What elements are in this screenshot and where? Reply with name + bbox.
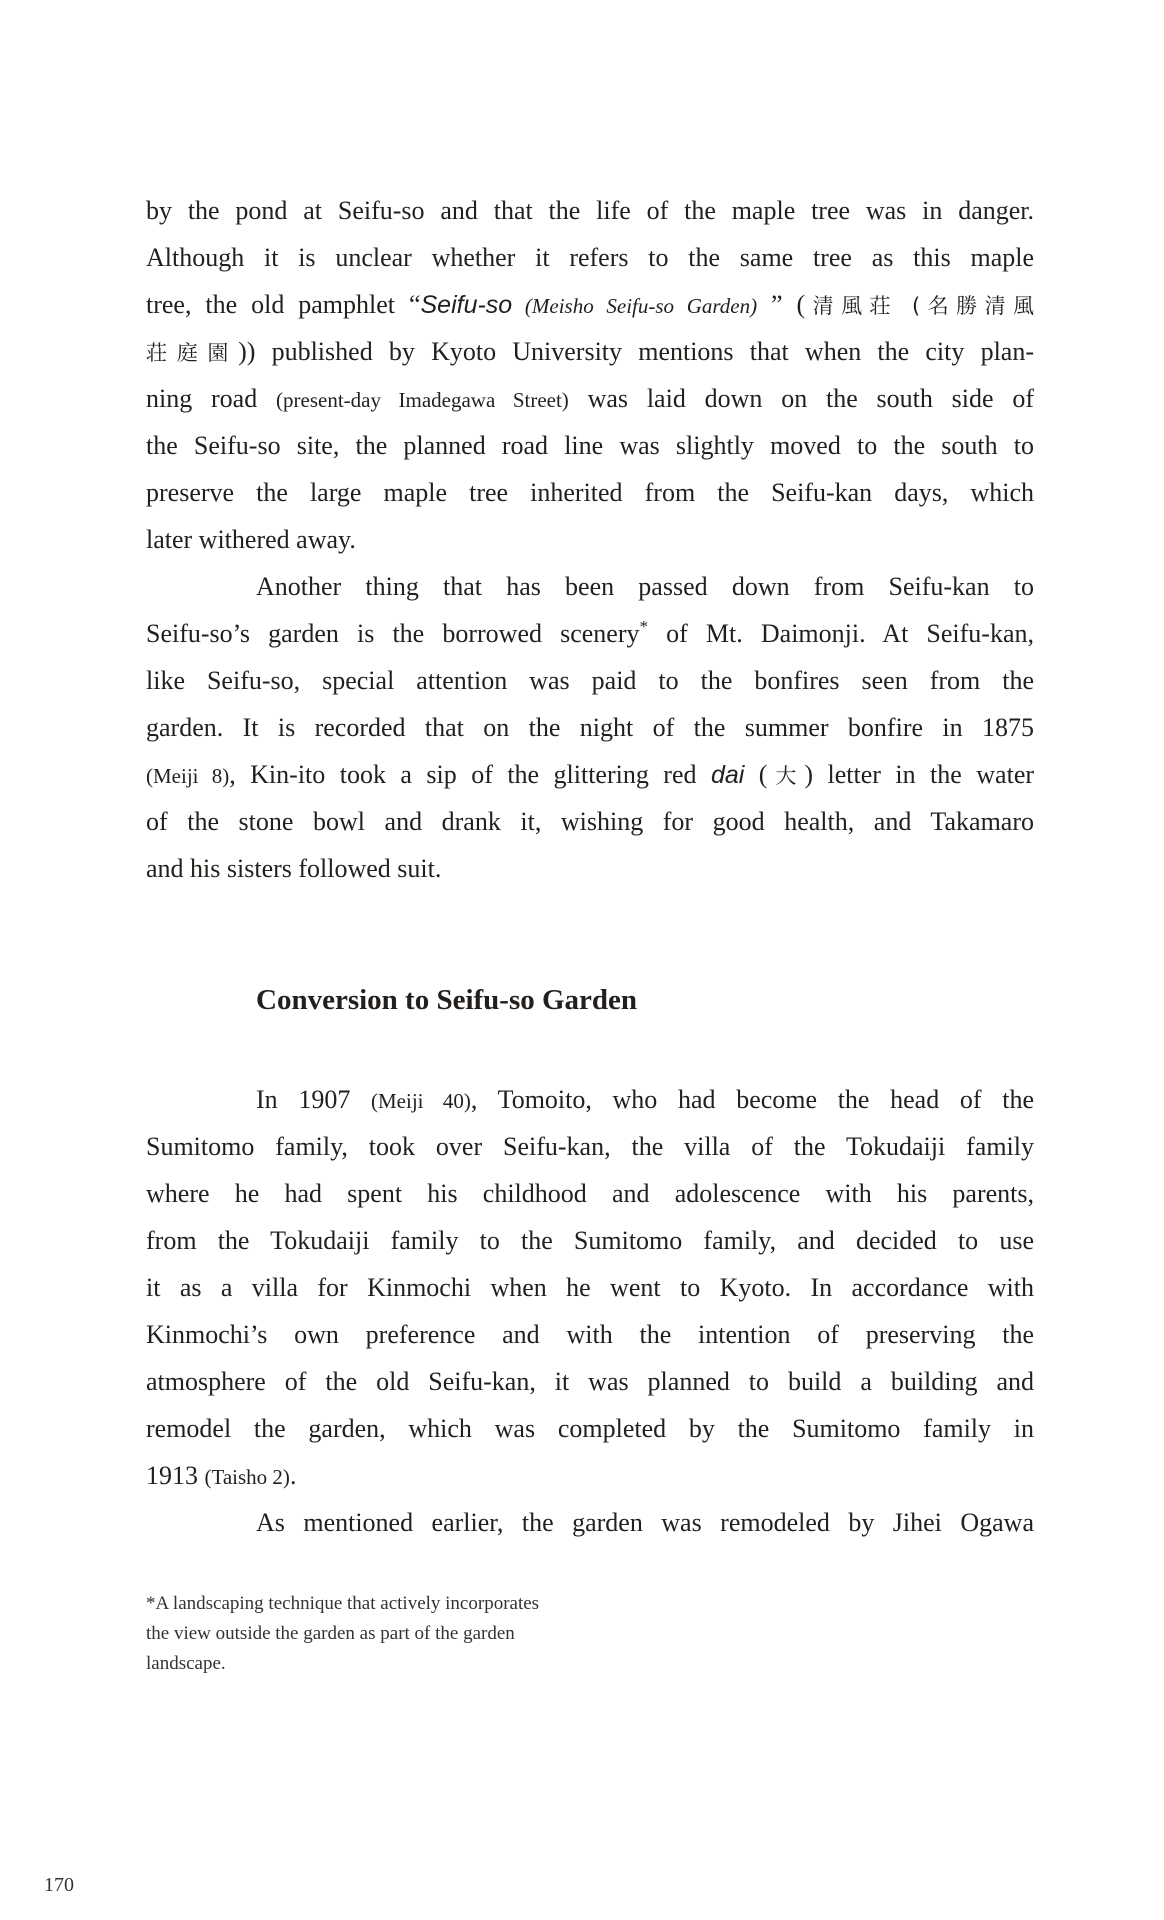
section-heading: Conversion to Seifu-so Garden — [256, 984, 638, 1016]
text-line: As mentioned earlier, the garden was remodeled by Jihei Ogawa — [256, 1508, 1034, 1537]
parenthetical: (Meiji 8) — [146, 764, 230, 788]
paragraph-2 — [146, 563, 1034, 892]
text-line: where he had spent his childhood and adolescence with his parents, — [146, 1179, 1034, 1208]
text-span: was laid down on the south side of — [568, 384, 1034, 413]
text-span: , Kin-ito took a sip of the glittering red — [229, 760, 711, 789]
text-line: garden. It is recorded that on the night of the summer bonfire in 1875 — [146, 713, 1034, 742]
text-span: ” ( — [757, 290, 806, 319]
text-line — [146, 375, 1034, 422]
text-span: ( — [744, 760, 768, 789]
text-span: ning road — [146, 384, 277, 413]
text-span: , Tomoito, who had become the head of the — [470, 1085, 1034, 1114]
footnote-marker: * — [639, 617, 649, 636]
text-line: Kinmochi’s own preference and with the intention of preserving the — [146, 1320, 1034, 1349]
text-line: remodel the garden, which was completed by the Sumitomo family in — [146, 1414, 1034, 1443]
text-line: Another thing that has been passed down from Seifu-kan to — [256, 572, 1034, 601]
text-line — [146, 751, 1034, 798]
text-line: preserve the large maple tree inherited from the Seifu-kan days, which — [146, 478, 1034, 507]
text-line: like Seifu-so, special attention was paid to the bonfires seen from the — [146, 666, 1034, 695]
text-line — [146, 281, 1034, 328]
japanese-text: 清風荘 (名勝清風 — [805, 294, 1034, 318]
text-line: and his sisters followed suit. — [146, 854, 442, 883]
footnote — [146, 1589, 666, 1679]
footnote-line: *A landscaping technique that actively incorporates — [146, 1593, 540, 1614]
paragraph-3 — [146, 1076, 1034, 1546]
text-span: )) published by Kyoto University mentions that when the city plan- — [238, 337, 1034, 366]
dai-term: dai — [710, 761, 745, 789]
text-line — [146, 610, 1034, 657]
text-line: later withered away. — [146, 525, 356, 554]
pamphlet-subtitle: (Meisho Seifu-so Garden) — [512, 294, 758, 318]
text-span: In 1907 — [256, 1085, 372, 1114]
text-line — [146, 1452, 1034, 1499]
text-line — [146, 328, 1034, 375]
pamphlet-title: Seifu-so — [420, 291, 513, 319]
text-line: of the stone bowl and drank it, wishing for good health, and Takamaro — [146, 807, 1034, 836]
japanese-text: 荘庭園 — [146, 341, 239, 365]
parenthetical: (present-day Imadegawa Street) — [276, 388, 569, 412]
text-line: it as a villa for Kinmochi when he went to Kyoto. In accordance with — [146, 1273, 1034, 1302]
text-span: tree, the old pamphlet “ — [146, 290, 421, 319]
text-span: Seifu-so’s garden is the borrowed scenery — [146, 619, 640, 648]
parenthetical: (Taisho 2) — [204, 1465, 290, 1489]
text-line: by the pond at Seifu-so and that the life of the maple tree was in danger. — [146, 196, 1034, 225]
text-line: the Seifu-so site, the planned road line was slightly moved to the south to — [146, 431, 1034, 460]
japanese-text: 大 — [767, 764, 805, 788]
text-line: from the Tokudaiji family to the Sumitomo family, and decided to use — [146, 1226, 1034, 1255]
paragraph-1 — [146, 187, 1034, 563]
text-line: Although it is unclear whether it refers to the same tree as this maple — [146, 243, 1034, 272]
text-span: . — [289, 1461, 297, 1490]
text-line: Sumitomo family, took over Seifu-kan, the villa of the Tokudaiji family — [146, 1132, 1034, 1161]
footnote-line: landscape. — [146, 1653, 226, 1674]
footnote-line: the view outside the garden as part of the garden — [146, 1623, 515, 1644]
text-line: atmosphere of the old Seifu-kan, it was planned to build a building and — [146, 1367, 1034, 1396]
text-span: ) letter in the water — [804, 760, 1034, 789]
text-span: of Mt. Daimonji. At Seifu-kan, — [648, 619, 1034, 648]
text-line — [146, 1076, 1034, 1123]
parenthetical: (Meiji 40) — [371, 1089, 471, 1113]
page-number: 170 — [44, 1874, 74, 1896]
text-span: 1913 — [146, 1461, 205, 1490]
